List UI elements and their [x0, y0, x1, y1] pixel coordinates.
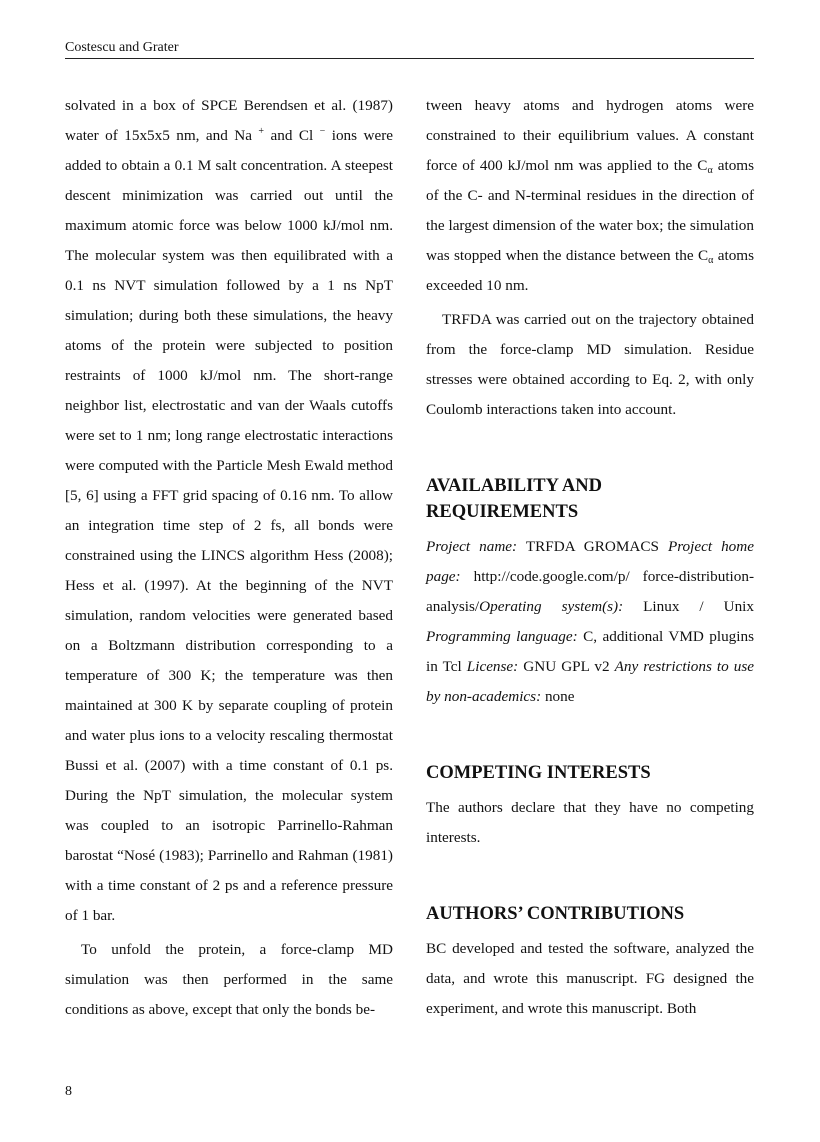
methods-paragraph-solvation: solvated in a box of SPCE Berendsen et al. (1987) water of 15x5x5 nm, and Na + and Cl − ions were added to obtain a 0.1 M salt concentration. A steepest descent minimization was carried out until the maximum atomic force was below 1000 kJ/mol nm. The molecular system was then equilibrated with a 0.1 ns NVT simulation followed by a 1 ns NpT simulation; during both these simulations, the heavy atoms of the protein were subjected to position restraints of 1000 kJ/mol nm. The short-range neighbor list, electrostatic and van der Waals cutoffs were set to 1 nm; long range electrostatic interactions were computed with the Particle Mesh Ewald method [5, 6] using a FFT grid spacing of 0.16 nm. To allow an integration time step of 2 fs, all bonds were constrained using the LINCS algorithm Hess (2008); Hess et al. (1997). At the beginning of the NVT simulation, random velocities were generated based on a Boltzmann distribution corresponding to a temperature of 300 K; the temperature was then maintained at 300 K by separate coupling of protein and water plus ions to a velocity rescaling thermostat Bussi et al. (2007) with a time constant of 0.1 ps. During the NpT simulation, the molecular system was coupled to an isotropic Parrinello-Rahman barostat “Nosé (1983); Parrinello and Rahman (1981) with a time constant of 2 ps and a reference pressure of 1 bar. [65, 97, 393, 924]
availability-paragraph: Project name: TRFDA GROMACS Project home page: http://code.google.com/p/ force-distribution-analysis/Operating system(s): Linux / Unix Programming language: C, additional VMD plugins in Tcl License: GNU GPL v2 Any restrictions to use by non-academics: none [426, 538, 754, 705]
methods-paragraph-trfda: TRFDA was carried out on the trajectory obtained from the force-clamp MD simulation. Residue stresses were obtained according to Eq. 2, with only Coulomb interactions taken into account. [426, 311, 754, 418]
competing-interests-paragraph: The authors declare that they have no competing interests. [426, 799, 754, 846]
methods-paragraph-constraints: tween heavy atoms and hydrogen atoms were constrained to their equilibrium values. A constant force of 400 kJ/mol nm was applied to the $C_\alpha$ atoms of the C- and N-terminal residues in the direction of the largest dimension of the water box; the simulation was stopped when the distance between the $C_\alpha$ atoms exceeded 10 nm. [426, 97, 755, 294]
contributions-paragraph: BC developed and tested the software, analyzed the data, and wrote this manuscript. FG designed the experiment, and wrote this manuscript. Both [426, 940, 754, 1017]
methods-paragraph-force-clamp: To unfold the protein, a force-clamp MD simulation was then performed in the same conditions as above, except that only the bonds be- [65, 941, 393, 1018]
running-head: Costescu and Grater [65, 39, 754, 59]
right-column [426, 91, 754, 1024]
section-heading-contributions: AUTHORS’ CONTRIBUTIONS [426, 904, 685, 924]
page-number: 8 [65, 1084, 72, 1099]
section-heading-competing-interests: COMPETING INTERESTS [426, 763, 651, 783]
section-heading-availability: AVAILABILITY AND REQUIREMENTS [426, 476, 602, 522]
left-column [65, 91, 393, 1025]
